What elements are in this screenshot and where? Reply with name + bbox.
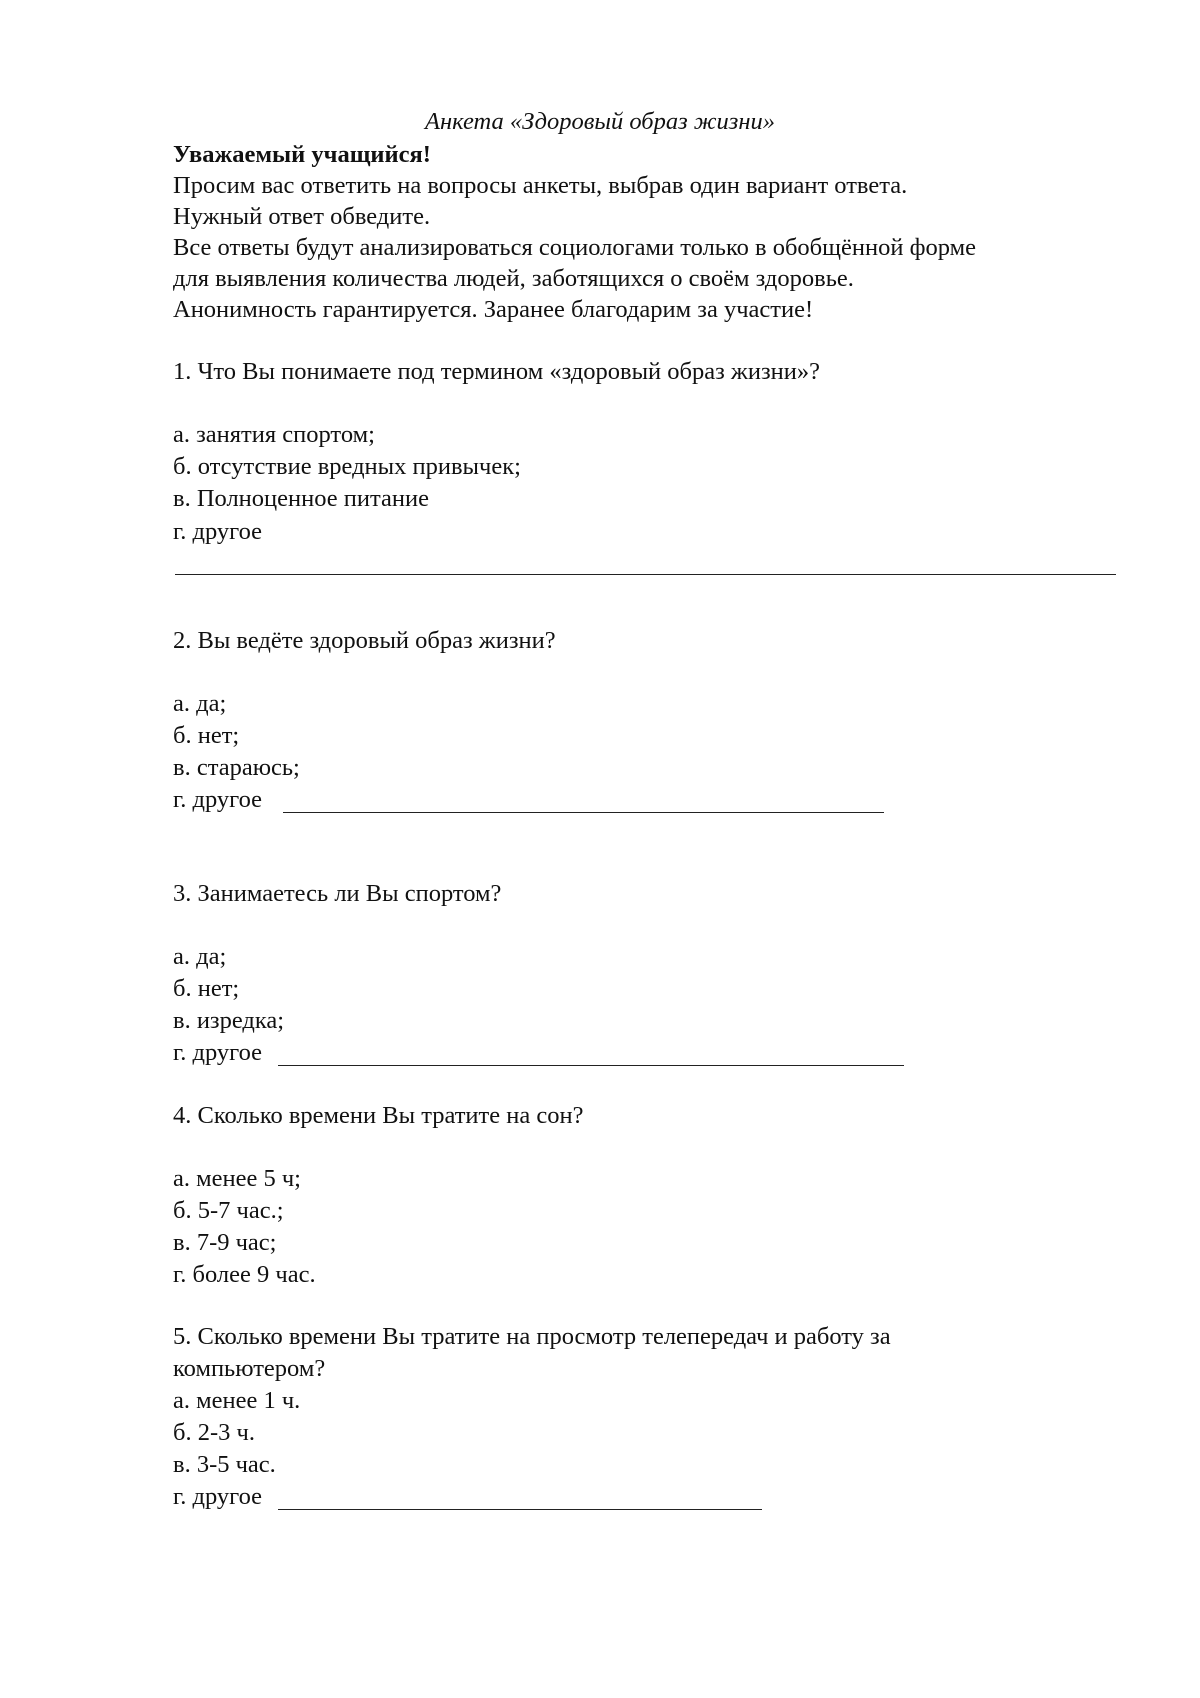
question-2: 2. Вы ведёте здоровый образ жизни? — [173, 627, 556, 654]
option-5a[interactable]: а. менее 1 ч. — [173, 1387, 301, 1414]
option-5c[interactable]: в. 3-5 час. — [173, 1451, 276, 1478]
question-3: 3. Занимаетесь ли Вы спортом? — [173, 880, 502, 907]
intro-line: Просим вас ответить на вопросы анкеты, выбрав один вариант ответа. — [173, 172, 908, 199]
intro-line: для выявления количества людей, заботящихся о своём здоровье. — [173, 265, 854, 292]
option-4c[interactable]: в. 7-9 час; — [173, 1229, 277, 1256]
option-4d[interactable]: г. более 9 час. — [173, 1261, 316, 1288]
option-2c[interactable]: в. стараюсь; — [173, 754, 300, 781]
option-1c[interactable]: в. Полноценное питание — [173, 485, 429, 512]
greeting: Уважаемый учащийся! — [173, 141, 431, 168]
option-3b[interactable]: б. нет; — [173, 975, 240, 1002]
answer-line-1[interactable] — [175, 574, 1116, 575]
option-3a[interactable]: а. да; — [173, 943, 227, 970]
option-4a[interactable]: а. менее 5 ч; — [173, 1165, 301, 1192]
option-3d[interactable]: г. другое — [173, 1039, 263, 1066]
answer-line-3[interactable] — [278, 1065, 904, 1066]
question-4: 4. Сколько времени Вы тратите на сон? — [173, 1102, 584, 1129]
option-1a[interactable]: а. занятия спортом; — [173, 421, 375, 448]
answer-line-5[interactable] — [278, 1509, 762, 1510]
option-4b[interactable]: б. 5-7 час.; — [173, 1197, 284, 1224]
option-5d[interactable]: г. другое — [173, 1483, 263, 1510]
option-5b[interactable]: б. 2-3 ч. — [173, 1419, 255, 1446]
option-1d[interactable]: г. другое — [173, 518, 263, 545]
option-2a[interactable]: а. да; — [173, 690, 227, 717]
question-5-continued: компьютером? — [173, 1355, 326, 1382]
intro-line: Нужный ответ обведите. — [173, 203, 431, 230]
question-1: 1. Что Вы понимаете под термином «здоровый образ жизни»? — [173, 358, 821, 385]
option-2d[interactable]: г. другое — [173, 786, 263, 813]
answer-line-2[interactable] — [283, 812, 884, 813]
intro-line: Все ответы будут анализироваться социологами только в обобщённой форме — [173, 234, 976, 261]
option-2b[interactable]: б. нет; — [173, 722, 240, 749]
survey-title: Анкета «Здоровый образ жизни» — [424, 108, 776, 135]
question-5: 5. Сколько времени Вы тратите на просмотр телепередач и работу за — [173, 1323, 891, 1350]
intro-line: Анонимность гарантируется. Заранее благодарим за участие! — [173, 296, 814, 323]
option-1b[interactable]: б. отсутствие вредных привычек; — [173, 453, 521, 480]
option-3c[interactable]: в. изредка; — [173, 1007, 285, 1034]
